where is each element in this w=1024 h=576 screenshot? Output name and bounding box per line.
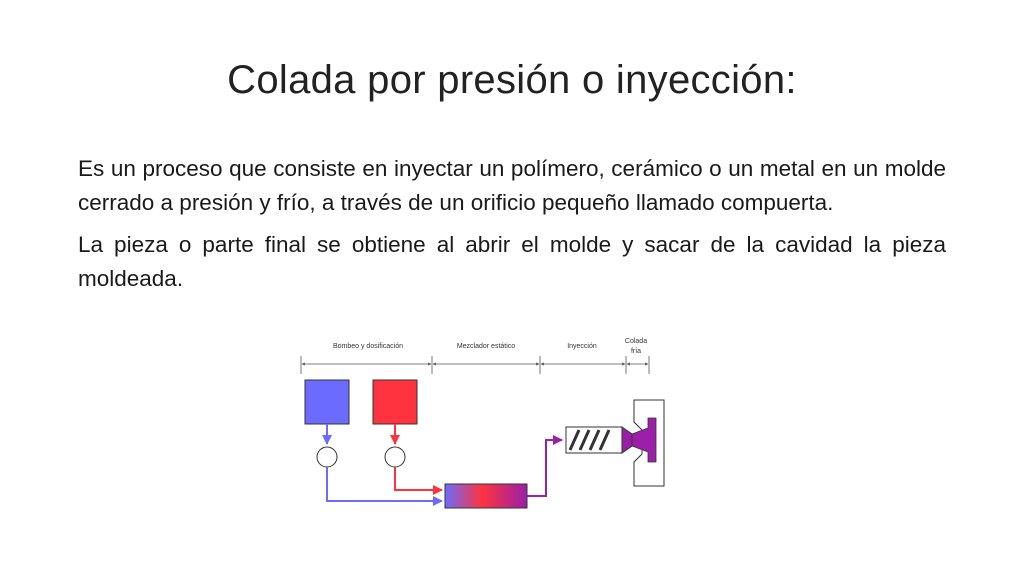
static-mixer	[445, 484, 527, 508]
slide-title: Colada por presión o inyección:	[227, 58, 797, 102]
paragraph-2: La pieza o parte final se obtiene al abrir el molde y sacar de la cavidad la pieza moldeada.	[78, 232, 946, 291]
stage-label-cold-2: fría	[630, 348, 642, 355]
paragraph-1: Es un proceso que consiste en inyectar un polímero, cerámico o un metal en un molde cerrado a presión y frío, a través de un orificio pequeño llamado compuerta.	[78, 156, 946, 215]
stage-label-mixer: Mezclador estático	[456, 343, 516, 350]
tank-component-a	[305, 380, 349, 424]
stage-label-pumping: Bombeo y dosificación	[332, 343, 404, 350]
pump-component-a	[317, 447, 337, 467]
injection-unit	[566, 427, 632, 453]
stage-dimension-line	[301, 356, 649, 374]
mold	[632, 400, 664, 486]
injection-process-diagram	[296, 334, 696, 516]
stage-label-cold-1: Colada	[624, 338, 648, 345]
pump-component-b	[385, 447, 405, 467]
body-text	[78, 152, 946, 304]
tank-component-b	[373, 380, 417, 424]
stage-label-injection: Inyección	[567, 343, 597, 350]
